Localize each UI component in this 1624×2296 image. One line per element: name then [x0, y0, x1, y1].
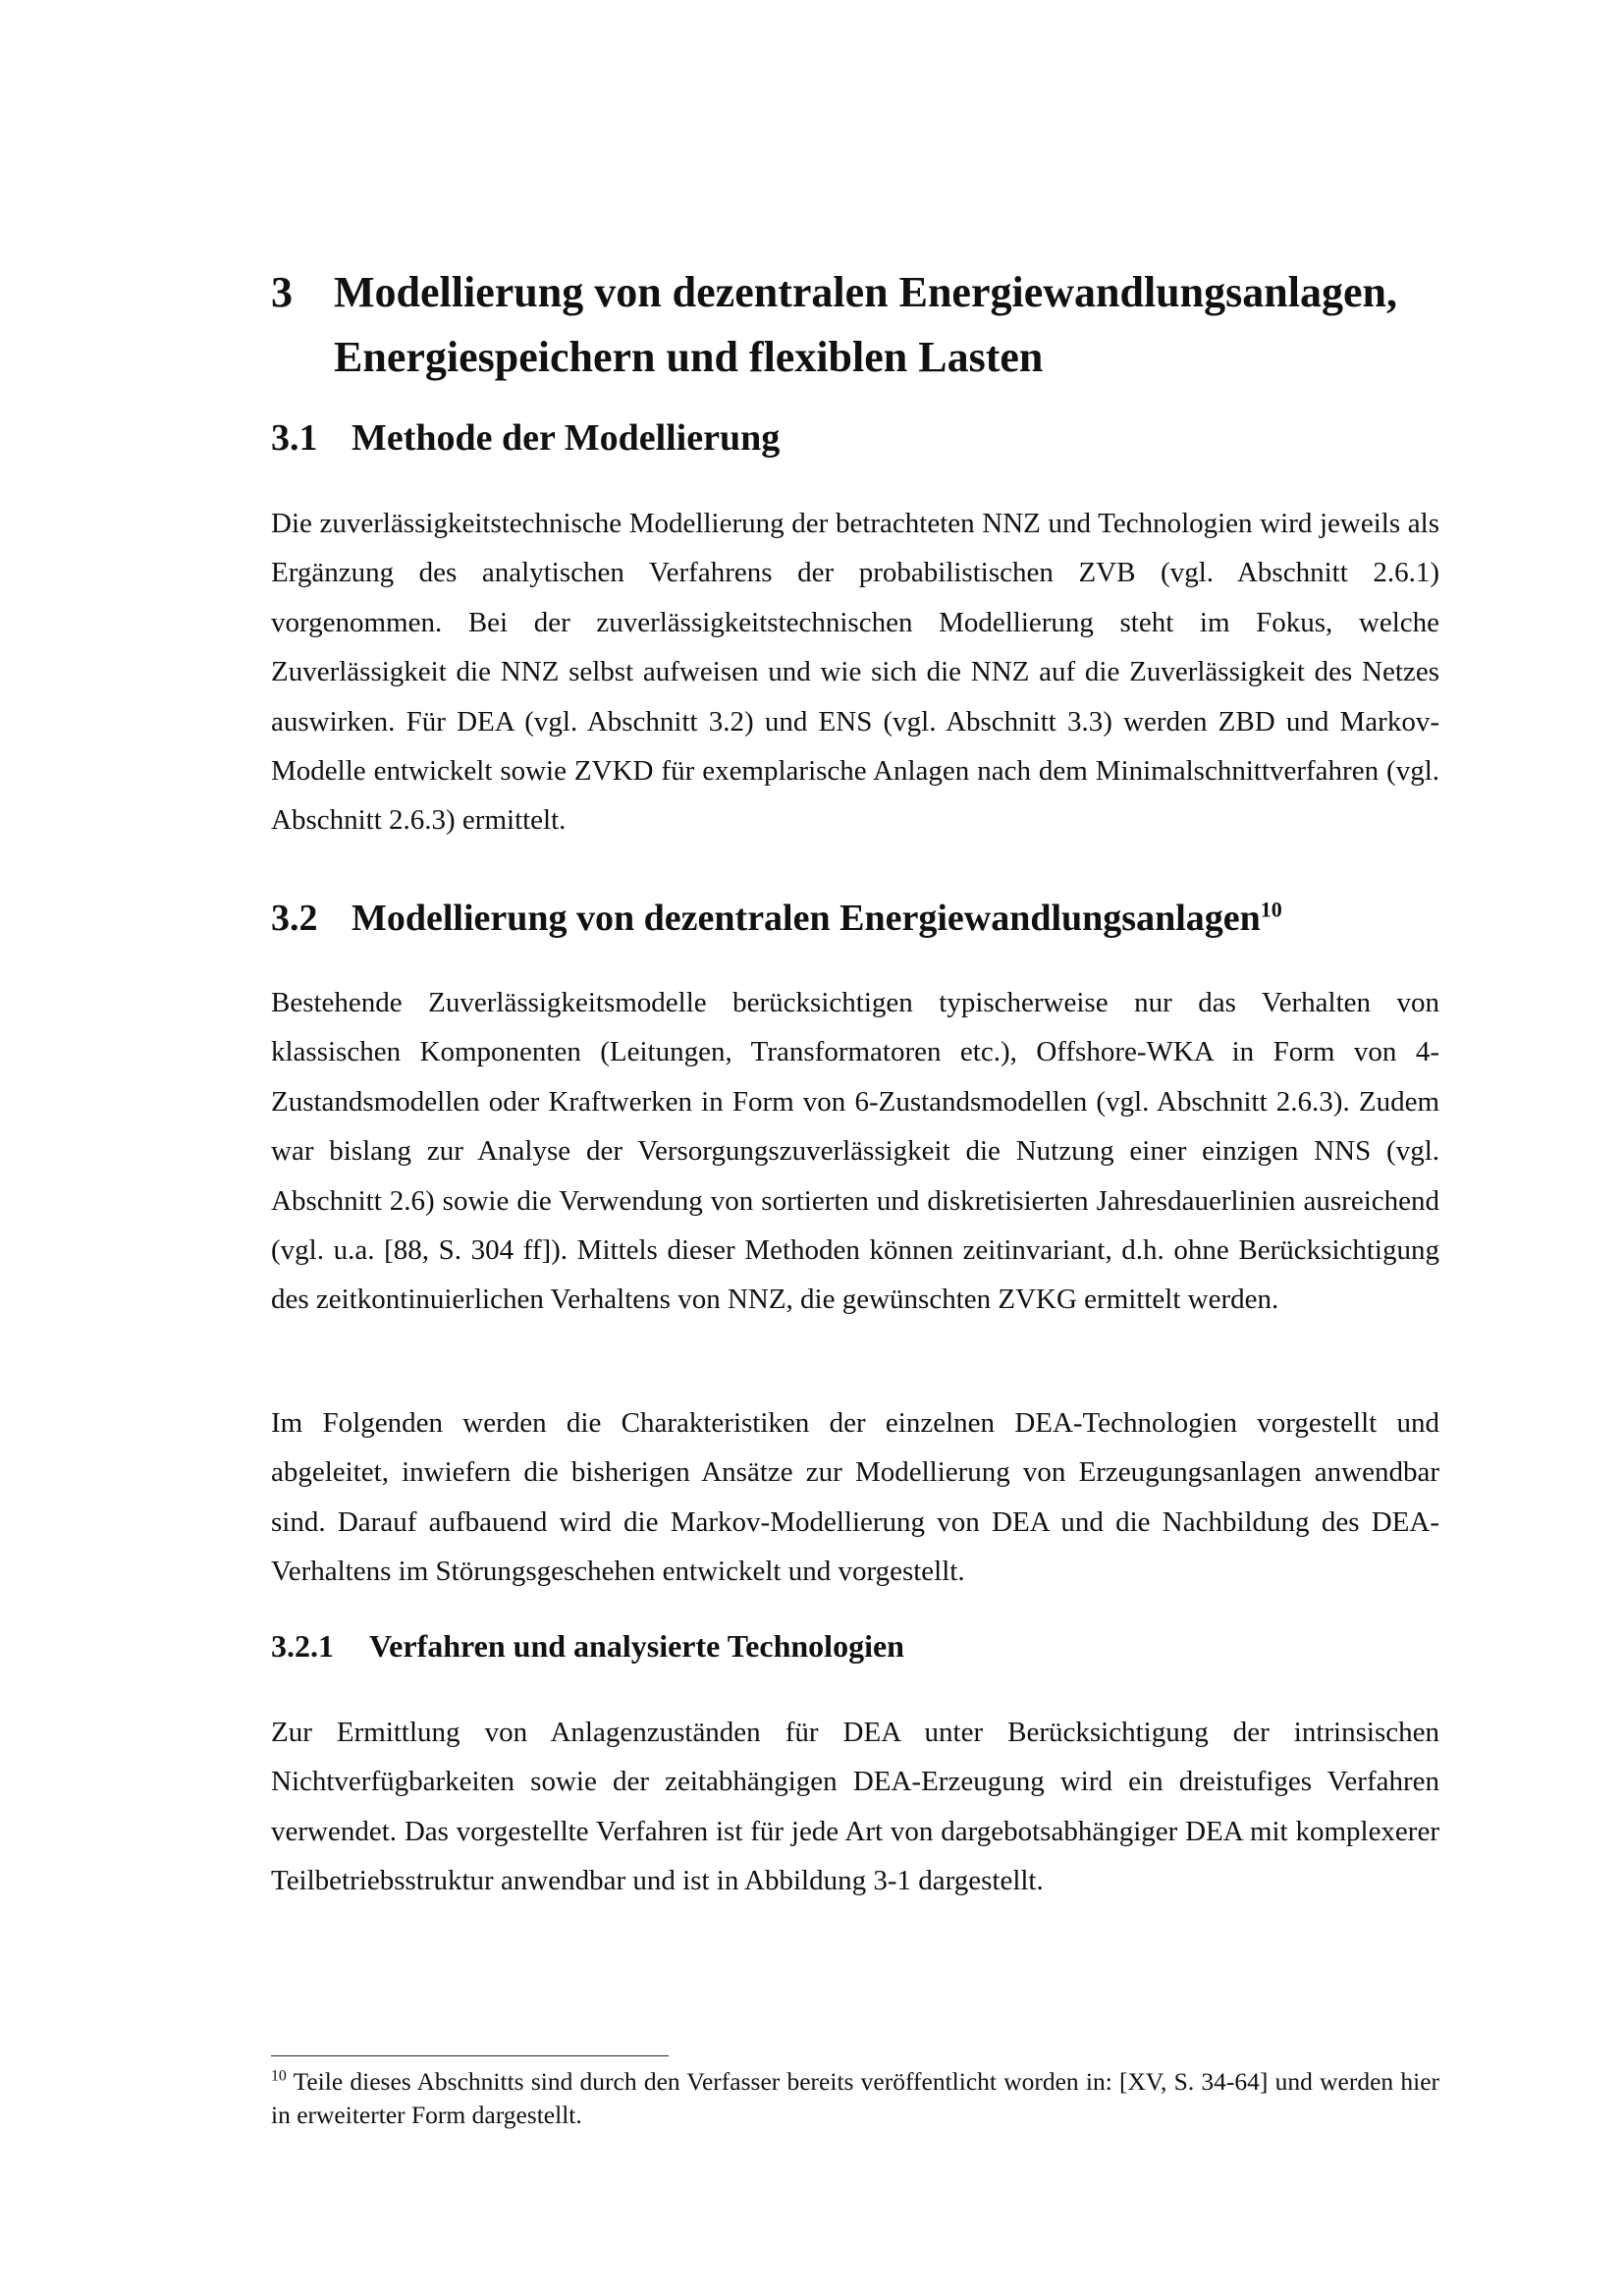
- paragraph-3-1: Die zuverlässigkeitstechnische Modellierung der betrachteten NNZ und Technologien wird jeweils als Ergänzung des analytischen Verfahrens der probabilistischen ZVB (vgl. Abschnitt 2.6.1) vorgenommen. Bei der zuverlässigkeitstechnischen Modellierung steht im Fokus, welche Zuverlässigkeit die NNZ selbst aufweisen und wie sich die NNZ auf die Zuverlässigkeit des Netzes auswirken. Für DEA (vgl. Abschnitt 3.2) und ENS (vgl. Abschnitt 3.3) werden ZBD und Markov-Modelle entwickelt sowie ZVKD für exemplarische Anlagen nach dem Minimalschnittverfahren (vgl. Abschnitt 2.6.3) ermittelt.: [271, 508, 1439, 837]
- paragraph-3-2-1: Zur Ermittlung von Anlagenzuständen für DEA unter Berücksichtigung der intrinsischen Nichtverfügbarkeiten sowie der zeitabhängigen DEA-Erzeugung wird ein dreistufiges Verfahren verwendet. Das vorgestellte Verfahren ist für jede Art von dargebotsabhängiger DEA mit komplexerer Teilbetriebsstruktur anwendbar und ist in Abbildung 3-1 dargestellt.: [271, 1717, 1439, 1897]
- section-number: 3.1: [271, 417, 318, 459]
- footnote-number: 10: [271, 2067, 287, 2085]
- footnote: [271, 2065, 1439, 2132]
- paragraph-3-2-b: Im Folgenden werden die Charakteristiken der einzelnen DEA-Technologien vorgestellt und abgeleitet, inwiefern die bisherigen Ansätze zur Modellierung von Erzeugungsanlagen anwendbar sind. Darauf aufbauend wird die Markov-Modellierung von DEA und die Nachbildung des DEA-Verhaltens im Störungsgeschehen entwickelt und vorgestellt.: [271, 1407, 1439, 1588]
- chapter-number: 3: [271, 268, 293, 316]
- chapter-title-line-2: Energiespeichern und flexiblen Lasten: [334, 333, 1044, 381]
- paragraph-3-2-a: Bestehende Zuverlässigkeitsmodelle berücksichtigen typischerweise nur das Verhalten von klassischen Komponenten (Leitungen, Transformatoren etc.), Offshore-WKA in Form von 4-Zustandsmodellen oder Kraftwerken in Form von 6-Zustandsmodellen (vgl. Abschnitt 2.6.3). Zudem war bislang zur Analyse der Versorgungszuverlässigkeit die Nutzung einer einzigen NNS (vgl. Abschnitt 2.6) sowie die Verwendung von sortierten und diskretisierten Jahresdauerlinien ausreichend (vgl. u.a. [88, S. 304 ff]). Mittels dieser Methoden können zeitinvariant, d.h. ohne Berücksichtigung des zeitkontinuierlichen Verhaltens von NNZ, die gewünschten ZVKG ermittelt werden.: [271, 987, 1439, 1316]
- chapter-heading: [271, 260, 1439, 390]
- subsection-title: Verfahren und analysierte Technologien: [369, 1628, 904, 1664]
- section-title-wrapper: [352, 895, 1282, 942]
- footnote-text: Teile dieses Abschnitts sind durch den Verfasser bereits veröffentlicht worden in: [XV, S. 34-64] und werden hier in erweiterter Form dargestellt.: [271, 2067, 1439, 2129]
- section-number: 3.2: [271, 898, 318, 939]
- section-title: Modellierung von dezentralen Energiewandlungsanlagen: [352, 898, 1261, 939]
- footnote-reference: 10: [1260, 897, 1282, 922]
- subsection-number: 3.2.1: [271, 1628, 334, 1664]
- subsection-heading-3-2-1: [271, 1625, 1439, 1667]
- chapter-title: [334, 260, 1439, 390]
- footnote-divider: [271, 2055, 669, 2056]
- chapter-title-line-1: Modellierung von dezentralen Energiewandlungsanlagen,: [334, 268, 1397, 316]
- section-heading-3-2: [271, 895, 1439, 942]
- section-heading-3-1: [271, 414, 1439, 462]
- section-title: Methode der Modellierung: [352, 417, 781, 459]
